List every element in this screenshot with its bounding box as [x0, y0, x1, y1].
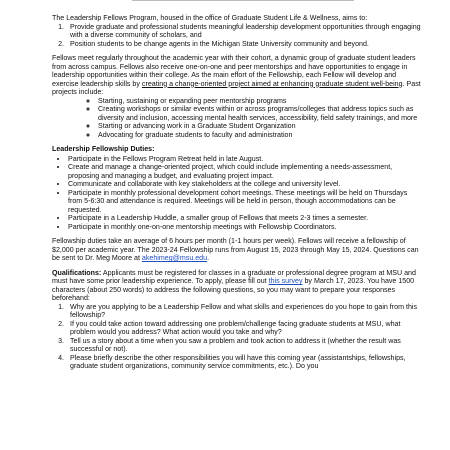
- question-item: 4. Please briefly describe the other responsibilities you will have this coming year (assistantships, fellowships, graduate student organizations, community service commitments, etc.). Do you: [66, 354, 422, 371]
- qualifications-label: Qualifications:: [52, 268, 102, 277]
- project-item: ◦ Starting or advancing work in a Graduate Student Organization: [98, 122, 422, 131]
- intro-section: [52, 14, 422, 48]
- project-emphasis: creating a change-oriented project aimed at enhancing graduate student well-being: [141, 79, 403, 88]
- qualifications-body-a: Applicants must be registered for classes in a graduate or professional degree program at MSU and must have some prior leadership experience. To apply, please fill out: [52, 268, 416, 285]
- stipend-section: [52, 237, 422, 263]
- qualifications-text: [52, 269, 422, 303]
- aims-list: [52, 23, 422, 49]
- aim-item: 2. Position students to be change agents in the Michigan State University community and beyond.: [66, 40, 422, 49]
- intro-text: The Leadership Fellows Program, housed in the office of Graduate Student Life & Wellness, aims to:: [52, 14, 368, 22]
- duty-item: • Participate in monthly professional development cohort meetings. These meetings will be held on Thursdays from 5-6:30 and attendance is required. Meetings will be held in person, though accommodations can be requested.: [68, 189, 422, 215]
- question-item: 2. If you could take action toward addressing one problem/challenge facing graduate students at MSU, what problem would you address? What action would you take and why?: [66, 320, 422, 337]
- project-item: ◦ Starting, sustaining or expanding peer mentorship programs: [98, 97, 422, 106]
- about-section: [52, 54, 422, 139]
- duty-item: • Participate in monthly one-on-one mentorship meetings with Fellowship Coordinators.: [68, 223, 422, 232]
- duty-item: • Communicate and collaborate with key stakeholders at the college and university level.: [68, 180, 422, 189]
- duties-section: [52, 145, 422, 231]
- cropped-title-remnant: [52, 0, 422, 3]
- duties-heading: Leadership Fellowship Duties:: [52, 145, 155, 153]
- qualifications-section: [52, 269, 422, 371]
- qualifications-body-b: by March 17, 2023. You have 1500 characters (about 250 words) to address the following questions, so you may want to prepare your responses beforehand:: [52, 277, 415, 302]
- past-projects-list: [52, 97, 422, 140]
- question-item: 3. Tell us a story about a time when you saw a problem and took action to address it (whether the result was successful or not).: [66, 337, 422, 354]
- about-text: [52, 54, 422, 97]
- about-text-start: Fellows meet regularly throughout the academic year with their cohort, a dynamic group of graduate student leaders from across campus. Fellows also receive one-on-one and peer mentorships and have opportunities to engage in leadership opportunities within their college. As the main effort of the Fellowship, each Fellow will develop and exercise leadership skills by: [52, 54, 416, 88]
- duty-item: • Create and manage a change-oriented project, which could include implementing a needs-assessment, proposing and managing a budget, and evaluating project impact.: [68, 163, 422, 180]
- stipend-text: [52, 237, 422, 263]
- project-item: ◦ Advocating for graduate students to faculty and administration: [98, 131, 422, 140]
- duty-item: • Participate in a Leadership Huddle, a smaller group of Fellows that meets 2-3 times a semester.: [68, 214, 422, 223]
- aim-item: 1. Provide graduate and professional students meaningful leadership development opportunities through engaging with a diverse community of scholars, and: [66, 23, 422, 40]
- application-questions-list: [52, 303, 422, 371]
- survey-link[interactable]: this survey: [268, 277, 303, 285]
- project-item: ◦ Creating workshops or similar events within or across programs/colleges that address topics such as diversity and inclusion, accessing mental health services, accessibility, field safety trainings, and more: [98, 105, 422, 122]
- stipend-body: Fellowship duties take an average of 6 hours per month (1-1 hours per week). Fellows will receive a fellowship of $2,000 per academic year. The 2023-24 Fellowship runs from August 15, 2023 through May 15, 2024. Questions can be sent to Dr. Meg Moore at: [52, 237, 419, 262]
- stipend-period: .: [207, 254, 210, 262]
- duty-item: • Participate in the Fellows Program Retreat held in late August.: [68, 155, 422, 164]
- duties-list: [52, 155, 422, 232]
- about-text-end: . Past projects include:: [52, 79, 421, 96]
- question-item: 1. Why are you applying to be a Leadership Fellow and what skills and experiences do you hope to gain from this fellowship?: [66, 303, 422, 320]
- contact-email-link[interactable]: akehimeg@msu.edu: [141, 254, 208, 262]
